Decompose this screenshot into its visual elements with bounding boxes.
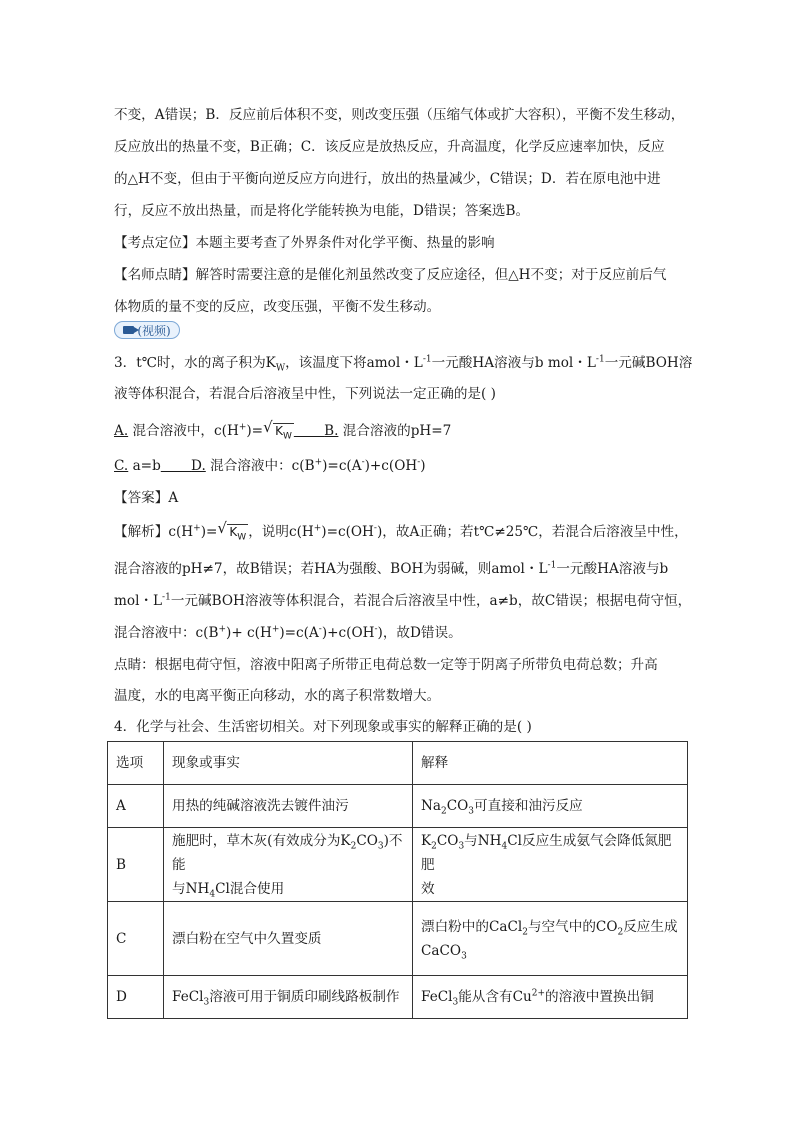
text-line: 反应放出的热量不变，B正确；C．该反应是放热反应，升高温度，化学反应速率加快，反应: [114, 139, 665, 155]
table-header-row: [108, 742, 688, 785]
option-a-label[interactable]: A.: [114, 423, 129, 439]
analysis-line-3: mol・$L^{-1}$一元碱BOH溶液等体积混合，若混合后溶液呈中性，a≠b，故C错误；根据电荷守恒，: [114, 592, 692, 609]
option-row-ab: [114, 418, 452, 442]
table-cell: 漂白粉在空气中久置变质: [164, 902, 413, 976]
text: )=c(A: [322, 458, 362, 474]
superscript: -: [361, 457, 365, 468]
table-header: 现象或事实: [164, 742, 413, 785]
text: ): [420, 458, 426, 474]
table-cell: D: [108, 976, 164, 1019]
superscript: -1: [422, 354, 432, 365]
table-header: 选项: [108, 742, 164, 785]
option-c-label[interactable]: C.: [114, 458, 129, 474]
table-row: [108, 828, 688, 902]
video-button[interactable]: [114, 321, 180, 339]
superscript: -: [417, 457, 421, 468]
table-cell: 用热的纯碱溶液洗去镀件油污: [164, 785, 413, 828]
text: )=: [246, 423, 264, 439]
note-line-1: 点睛：根据电荷守恒，溶液中阳离子所带正电荷总数一定等于阴离子所带负电荷总数；升高: [114, 657, 658, 673]
text: )+c(OH: [364, 458, 418, 474]
superscript: +: [238, 422, 247, 433]
analysis-line-4: 混合溶液中：c(B+)+ c(H+)=c(A-)+c(OH-)，故D错误。: [114, 624, 462, 641]
text: 一元碱BOH溶: [604, 355, 693, 371]
text: ，该温度下将amol・L: [285, 355, 423, 371]
table-cell: C: [108, 902, 164, 976]
text: 3．t℃时，水的离子积为K: [114, 355, 276, 371]
options-table: [107, 741, 688, 1019]
answer-line: 【答案】A: [114, 490, 179, 506]
text-line: 【名师点睛】解答时需要注意的是催化剂虽然改变了反应途径，但△H不变；对于反应前后气: [114, 267, 667, 283]
video-label: (视频): [137, 323, 171, 338]
text-line: 行，反应不放出热量，而是将化学能转换为电能，D错误；答案选B。: [114, 203, 530, 219]
text-line: 不变，A错误；B．反应前后体积不变，则改变压强（压缩气体或扩大容积），平衡不发生移动，: [114, 107, 685, 123]
text: a=b: [132, 458, 161, 474]
option-b-label[interactable]: B.: [324, 423, 339, 439]
superscript: -1: [595, 354, 605, 365]
analysis-line-2: 混合溶液的pH≠7，故B错误；若HA为强酸、BOH为弱碱，则amol・$L^{-1}$一元酸HA溶液与b: [114, 560, 669, 577]
text-line: 体物质的量不变的反应，改变压强，平衡不发生移动。: [114, 299, 441, 315]
option-d-label[interactable]: D.: [191, 458, 206, 474]
table-row: [108, 902, 688, 976]
table-header: 解释: [413, 742, 688, 785]
superscript: +: [314, 457, 323, 468]
table-row: [108, 976, 688, 1019]
table-cell: B: [108, 828, 164, 902]
note-line-2: 温度，水的电离平衡正向移动，水的离子积常数增大。: [114, 688, 441, 704]
table-cell: A: [108, 785, 164, 828]
text: 混合溶液的pH=7: [342, 423, 452, 439]
text-line: 的△H不变，但由于平衡向逆反应方向进行，放出的热量减少，C错误；D．若在原电池中进: [114, 171, 661, 187]
table-cell: FeCl$_3$溶液可用于铜质印刷线路板制作: [164, 976, 413, 1019]
question-4: 4．化学与社会、生活密切相关。对下列现象或事实的解释正确的是( ): [114, 719, 532, 735]
analysis-line-1: 【解析】c(H+)= √ $K_W$ ，说明c(H+)=c(OH-)，故A正确；若t℃≠25℃，若混合后溶液呈中性，: [114, 519, 688, 543]
option-row-cd: [114, 456, 426, 476]
text: 混合溶液中：c(B: [210, 458, 315, 474]
subscript: W: [275, 363, 286, 374]
sqrt-kw: √ $K_W$: [263, 418, 292, 442]
text: 混合溶液中，c(H: [132, 423, 239, 439]
question-3-line-1: [114, 353, 692, 373]
table-cell: FeCl$_3$能从含有$Cu^{2+}$的溶液中置换出铜: [413, 976, 688, 1019]
sqrt-kw: √ $K_W$: [217, 519, 247, 543]
table-cell: $Na_2CO_3$可直接和油污反应: [413, 785, 688, 828]
table-cell: $K_2CO_3$与$NH_4Cl$反应生成氨气会降低氮肥肥 效: [413, 828, 688, 902]
text: 一元酸HA溶液与b mol・L: [431, 355, 596, 371]
text-line: 【考点定位】本题主要考查了外界条件对化学平衡、热量的影响: [114, 235, 495, 251]
table-cell: 漂白粉中的CaCl$_2$与空气中的$CO_2$反应生成 CaCO$_3$: [413, 902, 688, 976]
question-3-line-2: 液等体积混合，若混合后溶液呈中性，下列说法一定正确的是( ): [114, 386, 496, 402]
table-cell: 施肥时，草木灰(有效成分为$K_2CO_3$)不能 与$NH_4Cl$混合使用: [164, 828, 413, 902]
video-camera-icon: [123, 326, 134, 334]
table-row: [108, 785, 688, 828]
